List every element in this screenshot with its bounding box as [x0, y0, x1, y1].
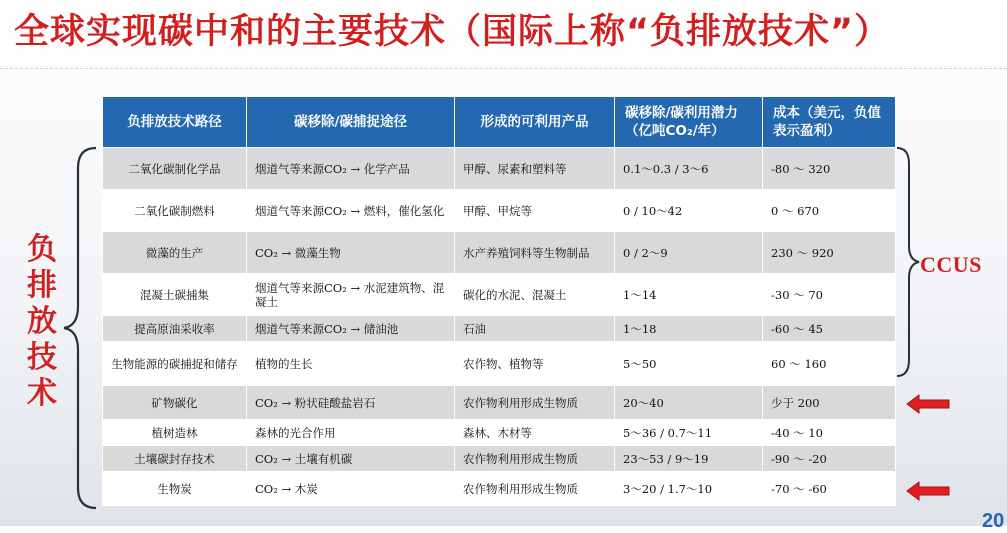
cell-tech-path: 二氧化碳制化学品 [103, 148, 247, 190]
cell-capture-route: 植物的生长 [247, 342, 455, 386]
cell-potential: 1～18 [615, 316, 763, 342]
table-row [103, 342, 896, 386]
cell-products: 石油 [455, 316, 615, 342]
table-row [103, 232, 896, 274]
side-label-char: 放 [27, 304, 57, 339]
cell-potential: 23～53 / 9～19 [615, 446, 763, 472]
cell-tech-path: 植树造林 [103, 420, 247, 446]
header-tech-path: 负排放技术路径 [103, 97, 247, 148]
right-curly-brace-icon [895, 146, 921, 378]
left-curly-brace-icon [62, 146, 98, 510]
cell-cost: -40 ～ 10 [763, 420, 896, 446]
header-products: 形成的可利用产品 [455, 97, 615, 148]
cell-capture-route: CO₂ → 微藻生物 [247, 232, 455, 274]
cell-cost: -80 ～ 320 [763, 148, 896, 190]
cell-potential: 20～40 [615, 386, 763, 420]
side-label-char: 技 [27, 340, 57, 375]
side-label-char: 术 [27, 376, 57, 411]
side-label-char: 负 [27, 232, 57, 267]
cell-cost: -60 ～ 45 [763, 316, 896, 342]
side-label-char: 排 [27, 268, 57, 303]
cell-cost: 60 ～ 160 [763, 342, 896, 386]
table-row [103, 316, 896, 342]
table-row [103, 148, 896, 190]
table-row [103, 190, 896, 232]
cell-capture-route: CO₂ → 粉状硅酸盐岩石 [247, 386, 455, 420]
cell-cost: -30 ～ 70 [763, 274, 896, 316]
cell-potential: 0.1～0.3 / 3～6 [615, 148, 763, 190]
table-row [103, 386, 896, 420]
cell-tech-path: 微藻的生产 [103, 232, 247, 274]
cell-capture-route: 烟道气等来源CO₂ → 储油池 [247, 316, 455, 342]
cell-potential: 0 / 10～42 [615, 190, 763, 232]
cell-products: 甲醇、尿素和塑料等 [455, 148, 615, 190]
table-row [103, 472, 896, 506]
cell-products: 森林、木材等 [455, 420, 615, 446]
table-row [103, 274, 896, 316]
cell-capture-route: 烟道气等来源CO₂ → 燃料，催化氢化 [247, 190, 455, 232]
cell-products: 甲醇、甲烷等 [455, 190, 615, 232]
red-arrow-left-icon [906, 394, 950, 414]
cell-capture-route: 烟道气等来源CO₂ → 水泥建筑物、混凝土 [247, 274, 455, 316]
cell-potential: 0 / 2～9 [615, 232, 763, 274]
page-number: 20 [982, 510, 1005, 532]
slide-title: 全球实现碳中和的主要技术（国际上称“负排放技术”） [14, 12, 891, 52]
header-potential: 碳移除/碳利用潜力（亿吨CO₂/年） [615, 97, 763, 148]
cell-products: 农作物利用形成生物质 [455, 472, 615, 506]
cell-tech-path: 土壤碳封存技术 [103, 446, 247, 472]
cell-products: 农作物利用形成生物质 [455, 386, 615, 420]
red-arrow-left-icon [906, 481, 950, 501]
cell-cost: -70 ～ -60 [763, 472, 896, 506]
cell-potential: 5～50 [615, 342, 763, 386]
cell-tech-path: 混凝土碳捕集 [103, 274, 247, 316]
header-cost: 成本（美元，负值表示盈利） [763, 97, 896, 148]
negative-emission-tech-table [102, 96, 896, 506]
cell-capture-route: 烟道气等来源CO₂ → 化学产品 [247, 148, 455, 190]
title-divider [0, 68, 1007, 69]
cell-capture-route: 森林的光合作用 [247, 420, 455, 446]
cell-tech-path: 矿物碳化 [103, 386, 247, 420]
cell-cost: -90 ～ -20 [763, 446, 896, 472]
cell-products: 农作物、植物等 [455, 342, 615, 386]
side-label-negative-emission-tech [22, 232, 62, 412]
cell-products: 碳化的水泥、混凝土 [455, 274, 615, 316]
cell-tech-path: 生物炭 [103, 472, 247, 506]
cell-potential: 5～36 / 0.7～11 [615, 420, 763, 446]
cell-products: 水产养殖饲料等生物制品 [455, 232, 615, 274]
cell-potential: 1～14 [615, 274, 763, 316]
cell-tech-path: 生物能源的碳捕捉和储存 [103, 342, 247, 386]
table-row [103, 420, 896, 446]
ccus-label: CCUS [920, 252, 982, 277]
cell-tech-path: 提高原油采收率 [103, 316, 247, 342]
table-header-row [103, 97, 896, 148]
cell-tech-path: 二氧化碳制燃料 [103, 190, 247, 232]
table-row [103, 446, 896, 472]
cell-cost: 230 ～ 920 [763, 232, 896, 274]
header-capture-route: 碳移除/碳捕捉途径 [247, 97, 455, 148]
cell-cost: 0 ～ 670 [763, 190, 896, 232]
cell-products: 农作物利用形成生物质 [455, 446, 615, 472]
cell-potential: 3～20 / 1.7～10 [615, 472, 763, 506]
cell-cost: 少于 200 [763, 386, 896, 420]
cell-capture-route: CO₂ → 土壤有机碳 [247, 446, 455, 472]
cell-capture-route: CO₂ → 木炭 [247, 472, 455, 506]
